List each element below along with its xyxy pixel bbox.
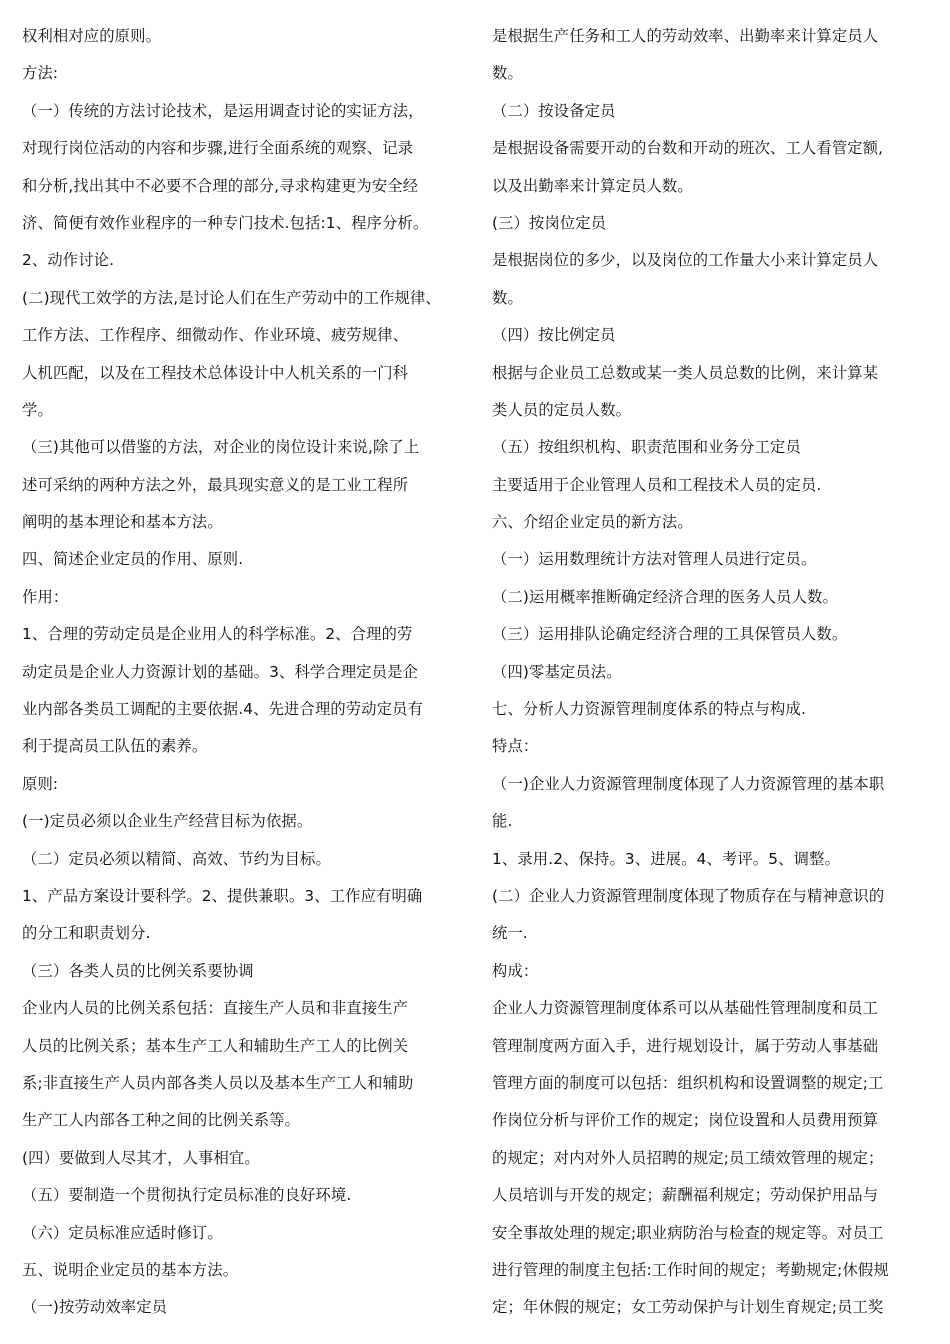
right-text-line: 特点：	[492, 737, 539, 756]
right-text-line: 1、录用.2、保持。3、进展。4、考评。5、调整。	[492, 849, 840, 868]
left-text-line: 利于提高员工队伍的素养。	[22, 737, 208, 756]
left-text-line: 济、简便有效作业程序的一种专门技术.包括:1、程序分析。	[22, 213, 429, 232]
left-text-line: （一)按劳动效率定员	[22, 1298, 168, 1317]
right-text-line: 类人员的定员人数。	[492, 400, 632, 419]
right-text-line: （一）运用数理统计方法对管理人员进行定员。	[492, 550, 817, 569]
left-text-line: （三)其他可以借鉴的方法，对企业的岗位设计来说,除了上	[22, 438, 420, 457]
right-text-line: 安全事故处理的规定;职业病防治与检查的规定等。对员工	[492, 1223, 884, 1242]
right-text-line: 人员培训与开发的规定；薪酬福利规定；劳动保护用品与	[492, 1186, 879, 1205]
left-text-line: 学。	[22, 400, 53, 419]
right-text-line: 数。	[492, 64, 523, 83]
right-text-line: 根据与企业员工总数或某一类人员总数的比例，来计算某	[492, 363, 879, 382]
right-text-line: （二）按设备定员	[492, 101, 616, 120]
right-text-line: 是根据岗位的多少，以及岗位的工作量大小来计算定员人	[492, 251, 879, 270]
right-text-line: 是根据生产任务和工人的劳动效率、出勤率来计算定员人	[492, 27, 879, 45]
left-text-line: (四）要做到人尽其才，人事相宜。	[22, 1148, 260, 1167]
left-text-line: （六）定员标准应适时修订。	[22, 1223, 223, 1242]
left-text-column	[22, 18, 462, 1327]
left-text-line: 原则:	[22, 774, 59, 793]
right-text-line: （三）运用排队论确定经济合理的工具保管员人数。	[492, 625, 848, 644]
right-text-line: 数。	[492, 288, 523, 307]
left-text-line: 述可采纳的两种方法之外，最具现实意义的是工业工程所	[22, 475, 409, 494]
right-text-line: 进行管理的制度主包括:工作时间的规定；考勤规定;休假规	[492, 1260, 889, 1279]
right-text-line: (二）企业人力资源管理制度体现了物质存在与精神意识的	[492, 886, 885, 905]
left-text-line: (二)现代工效学的方法,是讨论人们在生产劳动中的工作规律、	[22, 288, 441, 307]
right-text-line: 的规定；对内对外人员招聘的规定;员工绩效管理的规定；	[492, 1148, 884, 1167]
right-text-line: （四)零基定员法。	[492, 662, 622, 681]
right-text-line: 能.	[492, 812, 513, 831]
right-text-line: 构成：	[492, 961, 539, 980]
left-text-line: 的分工和职责划分.	[22, 924, 151, 943]
left-text-line: 四、简述企业定员的作用、原则.	[22, 550, 244, 569]
left-text-line: 工作方法、工作程序、细微动作、作业环境、疲劳规律、	[22, 326, 409, 345]
left-text-line: 权利相对应的原则。	[22, 27, 162, 45]
right-text-line: 管理制度两方面入手，进行规划设计，属于劳动人事基础	[492, 1036, 879, 1055]
right-text-line: 七、分析人力资源管理制度体系的特点与构成.	[492, 700, 806, 719]
right-text-line: (三）按岗位定员	[492, 213, 607, 232]
right-text-line: （二)运用概率推断确定经济合理的医务人员人数。	[492, 587, 838, 606]
left-text-line: 2、动作讨论.	[22, 251, 115, 270]
right-text-line: （五）按组织机构、职责范围和业务分工定员	[492, 438, 801, 457]
left-text-line: 阐明的基本理论和基本方法。	[22, 513, 223, 532]
left-text-line: 作用：	[22, 587, 69, 606]
left-text-line: 和分析,找出其中不必要不合理的部分,寻求构建更为安全经	[22, 176, 419, 195]
left-text-line: 1、合理的劳动定员是企业用人的科学标准。2、合理的劳	[22, 625, 413, 644]
left-text-line: 业内部各类员工调配的主要依据.4、先进合理的劳动定员有	[22, 700, 424, 719]
left-text-line: 企业内人员的比例关系包括：直接生产人员和非直接生产	[22, 999, 409, 1018]
left-text-line: 人机匹配，以及在工程技术总体设计中人机关系的一门科	[22, 363, 409, 382]
left-text-line: 人员的比例关系；基本生产工人和辅助生产工人的比例关	[22, 1036, 409, 1055]
right-text-line: 主要适用于企业管理人员和工程技术人员的定员.	[492, 475, 822, 494]
left-text-line: 五、说明企业定员的基本方法。	[22, 1260, 239, 1279]
left-text-line: 方法:	[22, 64, 59, 83]
left-text-line: (一)定员必须以企业生产经营目标为依据。	[22, 812, 313, 831]
right-text-line: 是根据设备需要开动的台数和开动的班次、工人看管定额,	[492, 139, 884, 158]
right-text-line: 定；年休假的规定；女工劳动保护与计划生育规定;员工奖	[492, 1298, 884, 1317]
right-text-column	[492, 18, 922, 1327]
left-text-line: 系;非直接生产人员内部各类人员以及基本生产工人和辅助	[22, 1073, 414, 1092]
left-text-line: （二）定员必须以精简、高效、节约为目标。	[22, 849, 331, 868]
right-text-line: 作岗位分析与评价工作的规定；岗位设置和人员费用预算	[492, 1111, 879, 1130]
left-text-line: 1、产品方案设计要科学。2、提供兼职。3、工作应有明确	[22, 886, 423, 905]
right-text-line: （一)企业人力资源管理制度体现了人力资源管理的基本职	[492, 774, 885, 793]
left-text-line: 生产工人内部各工种之间的比例关系等。	[22, 1111, 301, 1130]
left-text-line: 动定员是企业人力资源计划的基础。3、科学合理定员是企	[22, 662, 419, 681]
right-text-line: 六、介绍企业定员的新方法。	[492, 513, 693, 532]
right-text-line: 管理方面的制度可以包括：组织机构和设置调整的规定;工	[492, 1073, 884, 1092]
right-text-line: 以及出勤率来计算定员人数。	[492, 176, 693, 195]
left-text-line: （一）传统的方法讨论技术，是运用调查讨论的实证方法，	[22, 101, 424, 120]
right-text-line: 统一.	[492, 924, 528, 943]
right-text-line: （四）按比例定员	[492, 326, 616, 345]
right-text-line: 企业人力资源管理制度体系可以从基础性管理制度和员工	[492, 999, 879, 1018]
left-text-line: （三）各类人员的比例关系要协调	[22, 961, 254, 980]
left-text-line: （五）要制造一个贯彻执行定员标准的良好环境.	[22, 1186, 352, 1205]
left-text-line: 对现行岗位活动的内容和步骤,进行全面系统的观察、记录	[22, 139, 414, 158]
